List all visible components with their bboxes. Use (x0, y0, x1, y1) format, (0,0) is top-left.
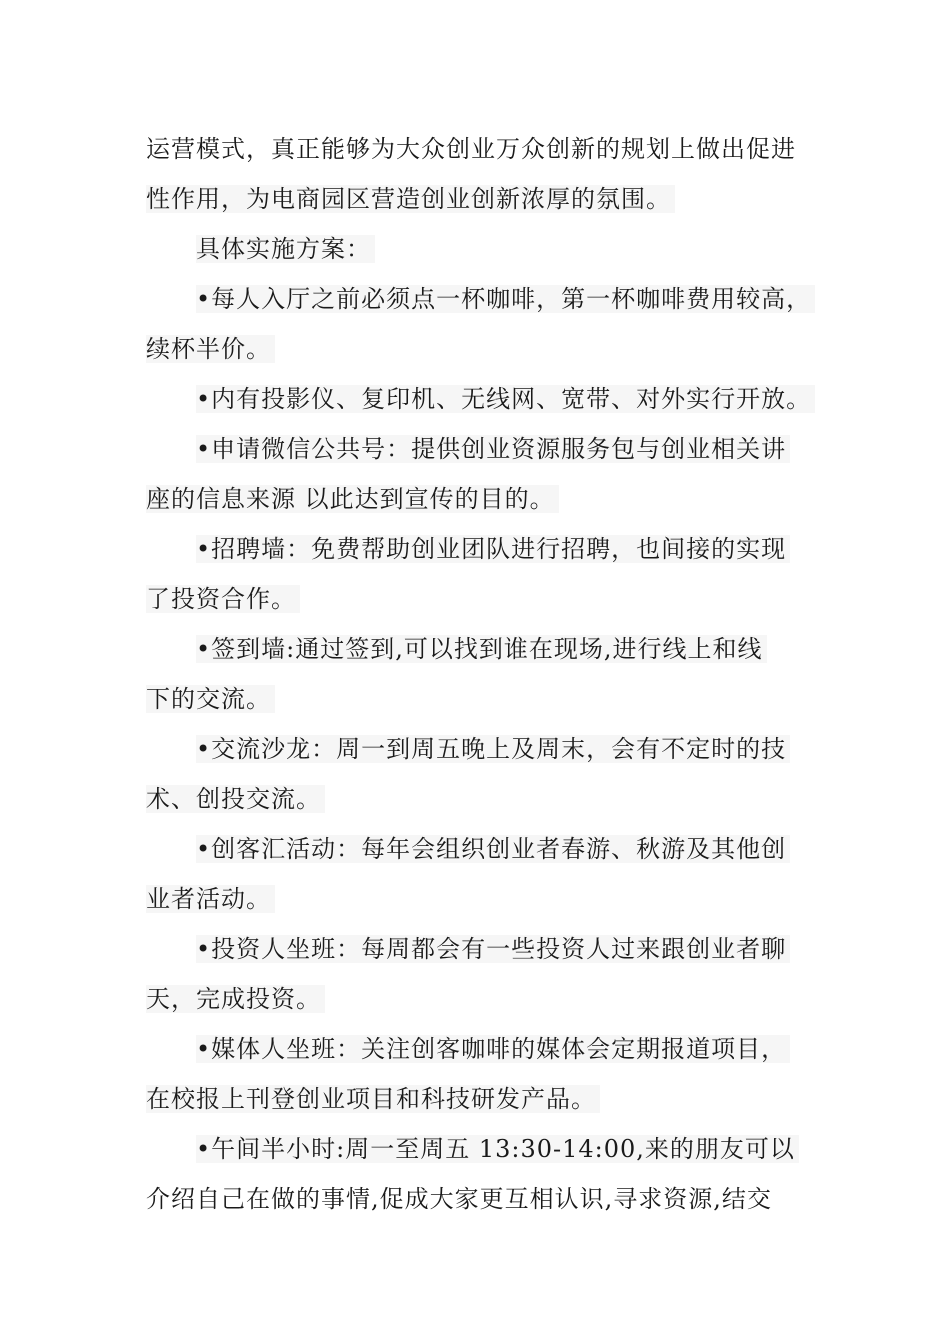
bullet-item-line: •内有投影仪、复印机、无线网、宽带、对外实行开放。 (196, 382, 815, 416)
bullet-item-line: •投资人坐班：每周都会有一些投资人过来跟创业者聊 (196, 932, 790, 966)
text-line: 了投资合作。 (146, 582, 300, 616)
text-line: 术、创投交流。 (146, 782, 325, 816)
bullet-item-line: •创客汇活动：每年会组织创业者春游、秋游及其他创 (196, 832, 790, 866)
text-line: 下的交流。 (146, 682, 275, 716)
bullet-item-line: •签到墙:通过签到,可以找到谁在现场,进行线上和线 (196, 632, 767, 666)
bullet-item-line: •午间半小时:周一至周五 13:30-14:00,来的朋友可以 (196, 1132, 799, 1166)
text-line: 介绍自己在做的事情,促成大家更互相认识,寻求资源,结交 (146, 1185, 772, 1213)
bullet-item-line: •申请微信公共号：提供创业资源服务包与创业相关讲 (196, 432, 790, 466)
text-line: 业者活动。 (146, 882, 275, 916)
text-line: 运营模式，真正能够为大众创业万众创新的规划上做出促进 (146, 135, 796, 163)
text-line: 在校报上刊登创业项目和科技研发产品。 (146, 1082, 600, 1116)
bullet-item-line: •每人入厅之前必须点一杯咖啡，第一杯咖啡费用较高， (196, 282, 815, 316)
text-line: 天，完成投资。 (146, 982, 325, 1016)
bullet-item-line: •媒体人坐班：关注创客咖啡的媒体会定期报道项目， (196, 1032, 790, 1066)
text-line: 座的信息来源 以此达到宣传的目的。 (146, 482, 559, 516)
text-line: 续杯半价。 (146, 332, 275, 366)
text-line: 性作用，为电商园区营造创业创新浓厚的氛围。 (146, 182, 675, 216)
bullet-item-line: •招聘墙：免费帮助创业团队进行招聘，也间接的实现 (196, 532, 790, 566)
bullet-item-line: •交流沙龙：周一到周五晚上及周末，会有不定时的技 (196, 732, 790, 766)
section-heading: 具体实施方案： (196, 232, 375, 266)
